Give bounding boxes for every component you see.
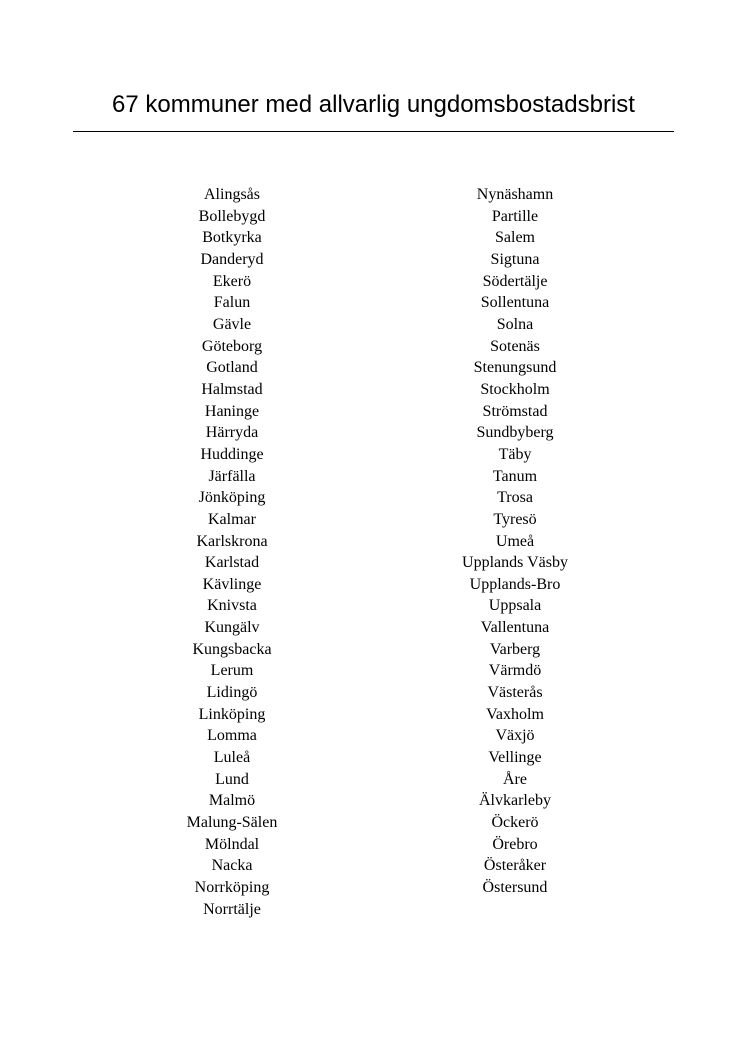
municipality-name: Nynäshamn: [476, 186, 554, 203]
municipality-list-left: [112, 184, 352, 920]
municipality-name: Jönköping: [198, 489, 266, 507]
municipality-name: Täby: [498, 445, 532, 463]
municipality-name: Ekerö: [212, 272, 252, 290]
municipality-name: Stenungsund: [473, 359, 557, 377]
municipality-name: Sollentuna: [480, 294, 550, 312]
municipality-name: Danderyd: [200, 250, 264, 268]
municipality-name: Sotenäs: [490, 337, 540, 355]
municipality-name: Karlstad: [204, 554, 260, 572]
municipality-name: Kungsbacka: [192, 640, 272, 658]
municipality-name: Botkyrka: [202, 229, 262, 247]
municipality-name: Lomma: [207, 727, 257, 745]
municipality-name: Uppsala: [488, 597, 542, 615]
municipality-name: Halmstad: [201, 380, 263, 398]
municipality-name: Salem: [495, 229, 535, 247]
municipality-name: Kävlinge: [202, 575, 262, 593]
municipality-name: Kungälv: [204, 619, 260, 637]
municipality-name: Sundbyberg: [476, 424, 554, 442]
municipality-name: Upplands Väsby: [462, 554, 568, 572]
municipality-name: Umeå: [495, 532, 535, 550]
municipality-name: Lund: [215, 770, 249, 788]
municipality-name: Kalmar: [208, 510, 256, 528]
municipality-name: Vallentuna: [480, 619, 550, 637]
municipality-name: Norrtälje: [203, 900, 261, 918]
municipality-name: Malmö: [208, 792, 256, 810]
municipality-name: Härryda: [205, 424, 259, 442]
municipality-name: Vaxholm: [486, 705, 544, 723]
municipality-name: Partille: [491, 207, 539, 225]
municipality-name: Älvkarleby: [479, 792, 551, 810]
municipality-name: Lerum: [210, 662, 254, 680]
municipality-name: Öckerö: [491, 814, 539, 832]
municipality-name: Järfälla: [208, 467, 256, 485]
municipality-name: Falun: [213, 294, 251, 312]
municipality-name: Huddinge: [200, 445, 264, 463]
municipality-name: Varberg: [489, 640, 541, 658]
page-title: 67 kommuner med allvarlig ungdomsbostadsbrist: [112, 91, 635, 118]
municipality-name: Upplands-Bro: [469, 575, 561, 593]
municipality-name: Värmdö: [488, 662, 542, 680]
municipality-name: Vellinge: [488, 749, 542, 767]
municipality-name: Alingsås: [204, 186, 260, 203]
municipality-name: Lidingö: [206, 684, 258, 702]
municipality-name: Östersund: [482, 879, 548, 896]
title-divider: [73, 131, 674, 132]
municipality-name: Tyresö: [493, 510, 537, 528]
municipality-name: Göteborg: [201, 337, 263, 355]
municipality-name: Åre: [503, 770, 527, 788]
municipality-list-right: [395, 184, 635, 899]
municipality-name: Gävle: [212, 315, 252, 333]
municipality-name: Haninge: [204, 402, 260, 420]
municipality-name: Stockholm: [480, 380, 550, 398]
municipality-name: Bollebygd: [198, 207, 266, 225]
municipality-name: Luleå: [213, 749, 251, 767]
municipality-name: Södertälje: [482, 272, 548, 290]
municipality-name: Österåker: [483, 857, 547, 875]
municipality-name: Karlskrona: [196, 532, 268, 550]
municipality-name: Örebro: [492, 835, 538, 853]
municipality-name: Solna: [496, 315, 534, 333]
municipality-name: Nacka: [211, 857, 253, 875]
municipality-name: Mölndal: [204, 835, 260, 853]
municipality-name: Gotland: [206, 359, 258, 377]
municipality-name: Linköping: [198, 705, 266, 723]
municipality-name: Malung-Sälen: [186, 814, 278, 832]
municipality-name: Sigtuna: [490, 250, 540, 268]
municipality-name: Västerås: [487, 684, 543, 702]
municipality-name: Norrköping: [194, 879, 270, 896]
municipality-name: Knivsta: [207, 597, 257, 615]
municipality-name: Tanum: [492, 467, 538, 485]
municipality-name: Strömstad: [482, 402, 548, 420]
municipality-name: Trosa: [497, 489, 533, 507]
municipality-name: Växjö: [495, 727, 535, 745]
